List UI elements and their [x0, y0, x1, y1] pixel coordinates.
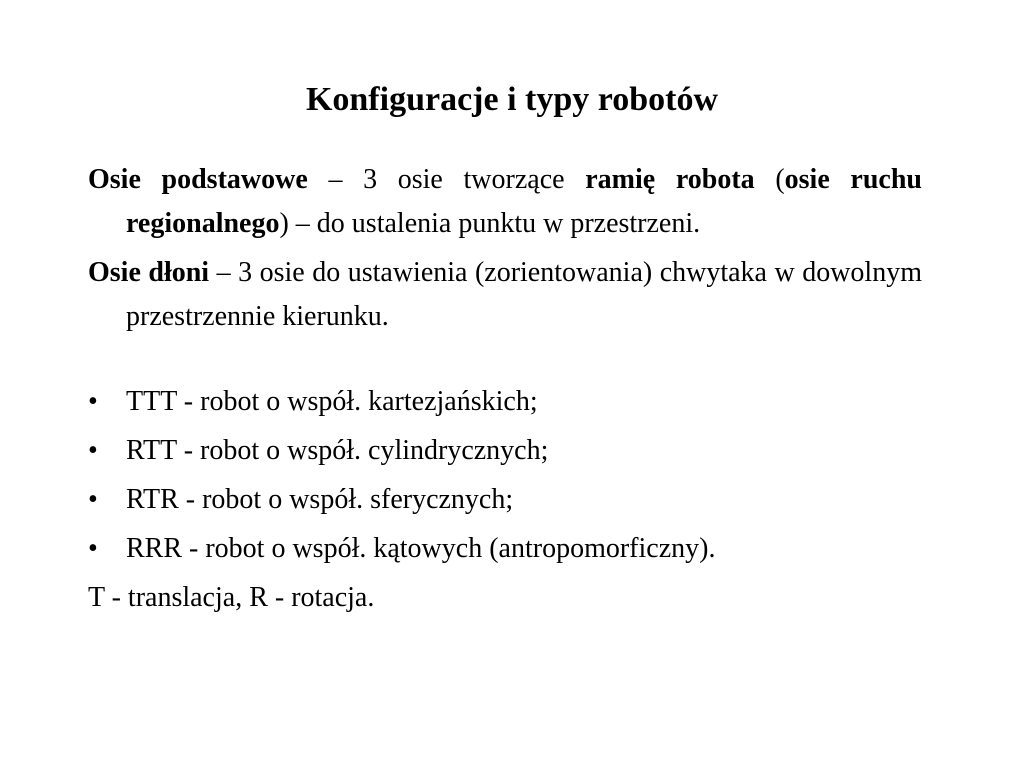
- list-item-text: RRR - robot o współ. kątowych (antropomorficzny).: [126, 533, 716, 564]
- list-item-text: RTR - robot o współ. sferycznych;: [126, 484, 514, 515]
- para1-text-2: (: [754, 164, 785, 195]
- term-main-axes: Osie podstawowe: [88, 164, 308, 195]
- list-item: [88, 527, 922, 571]
- bullet-icon: •: [88, 386, 98, 417]
- list-item-text: RTT - robot o współ. cylindrycznych;: [126, 435, 549, 466]
- para2-text-1: – 3 osie do ustawienia (zorientowania) chwytaka w dowolnym przestrzennie kierunku.: [126, 257, 922, 332]
- list-item-text: TTT - robot o współ. kartezjańskich;: [126, 386, 538, 417]
- bullet-icon: •: [88, 435, 98, 466]
- paragraph-main-axes: [88, 158, 922, 246]
- term-regional-axes: osie ruchu regionalnego: [126, 164, 922, 239]
- list-item: [88, 478, 922, 522]
- paragraph-wrist-axes: [88, 251, 922, 339]
- list-item: [88, 380, 922, 424]
- legend-note: T - translacja, R - rotacja.: [88, 582, 375, 613]
- spacer: [88, 339, 922, 380]
- para1-text-3: ) – do ustalenia punktu w przestrzeni.: [279, 208, 701, 239]
- para1-text-1: – 3 osie tworzące: [307, 164, 586, 195]
- slide-title: Konfiguracje i typy robotów: [305, 81, 719, 118]
- list-item: [88, 429, 922, 473]
- term-robot-arm: ramię robota: [585, 164, 755, 195]
- term-wrist-axes: Osie dłoni: [88, 257, 210, 288]
- robot-types-list: [88, 380, 922, 571]
- slide-content: [88, 158, 922, 620]
- bullet-icon: •: [88, 484, 98, 515]
- bullet-icon: •: [88, 533, 98, 564]
